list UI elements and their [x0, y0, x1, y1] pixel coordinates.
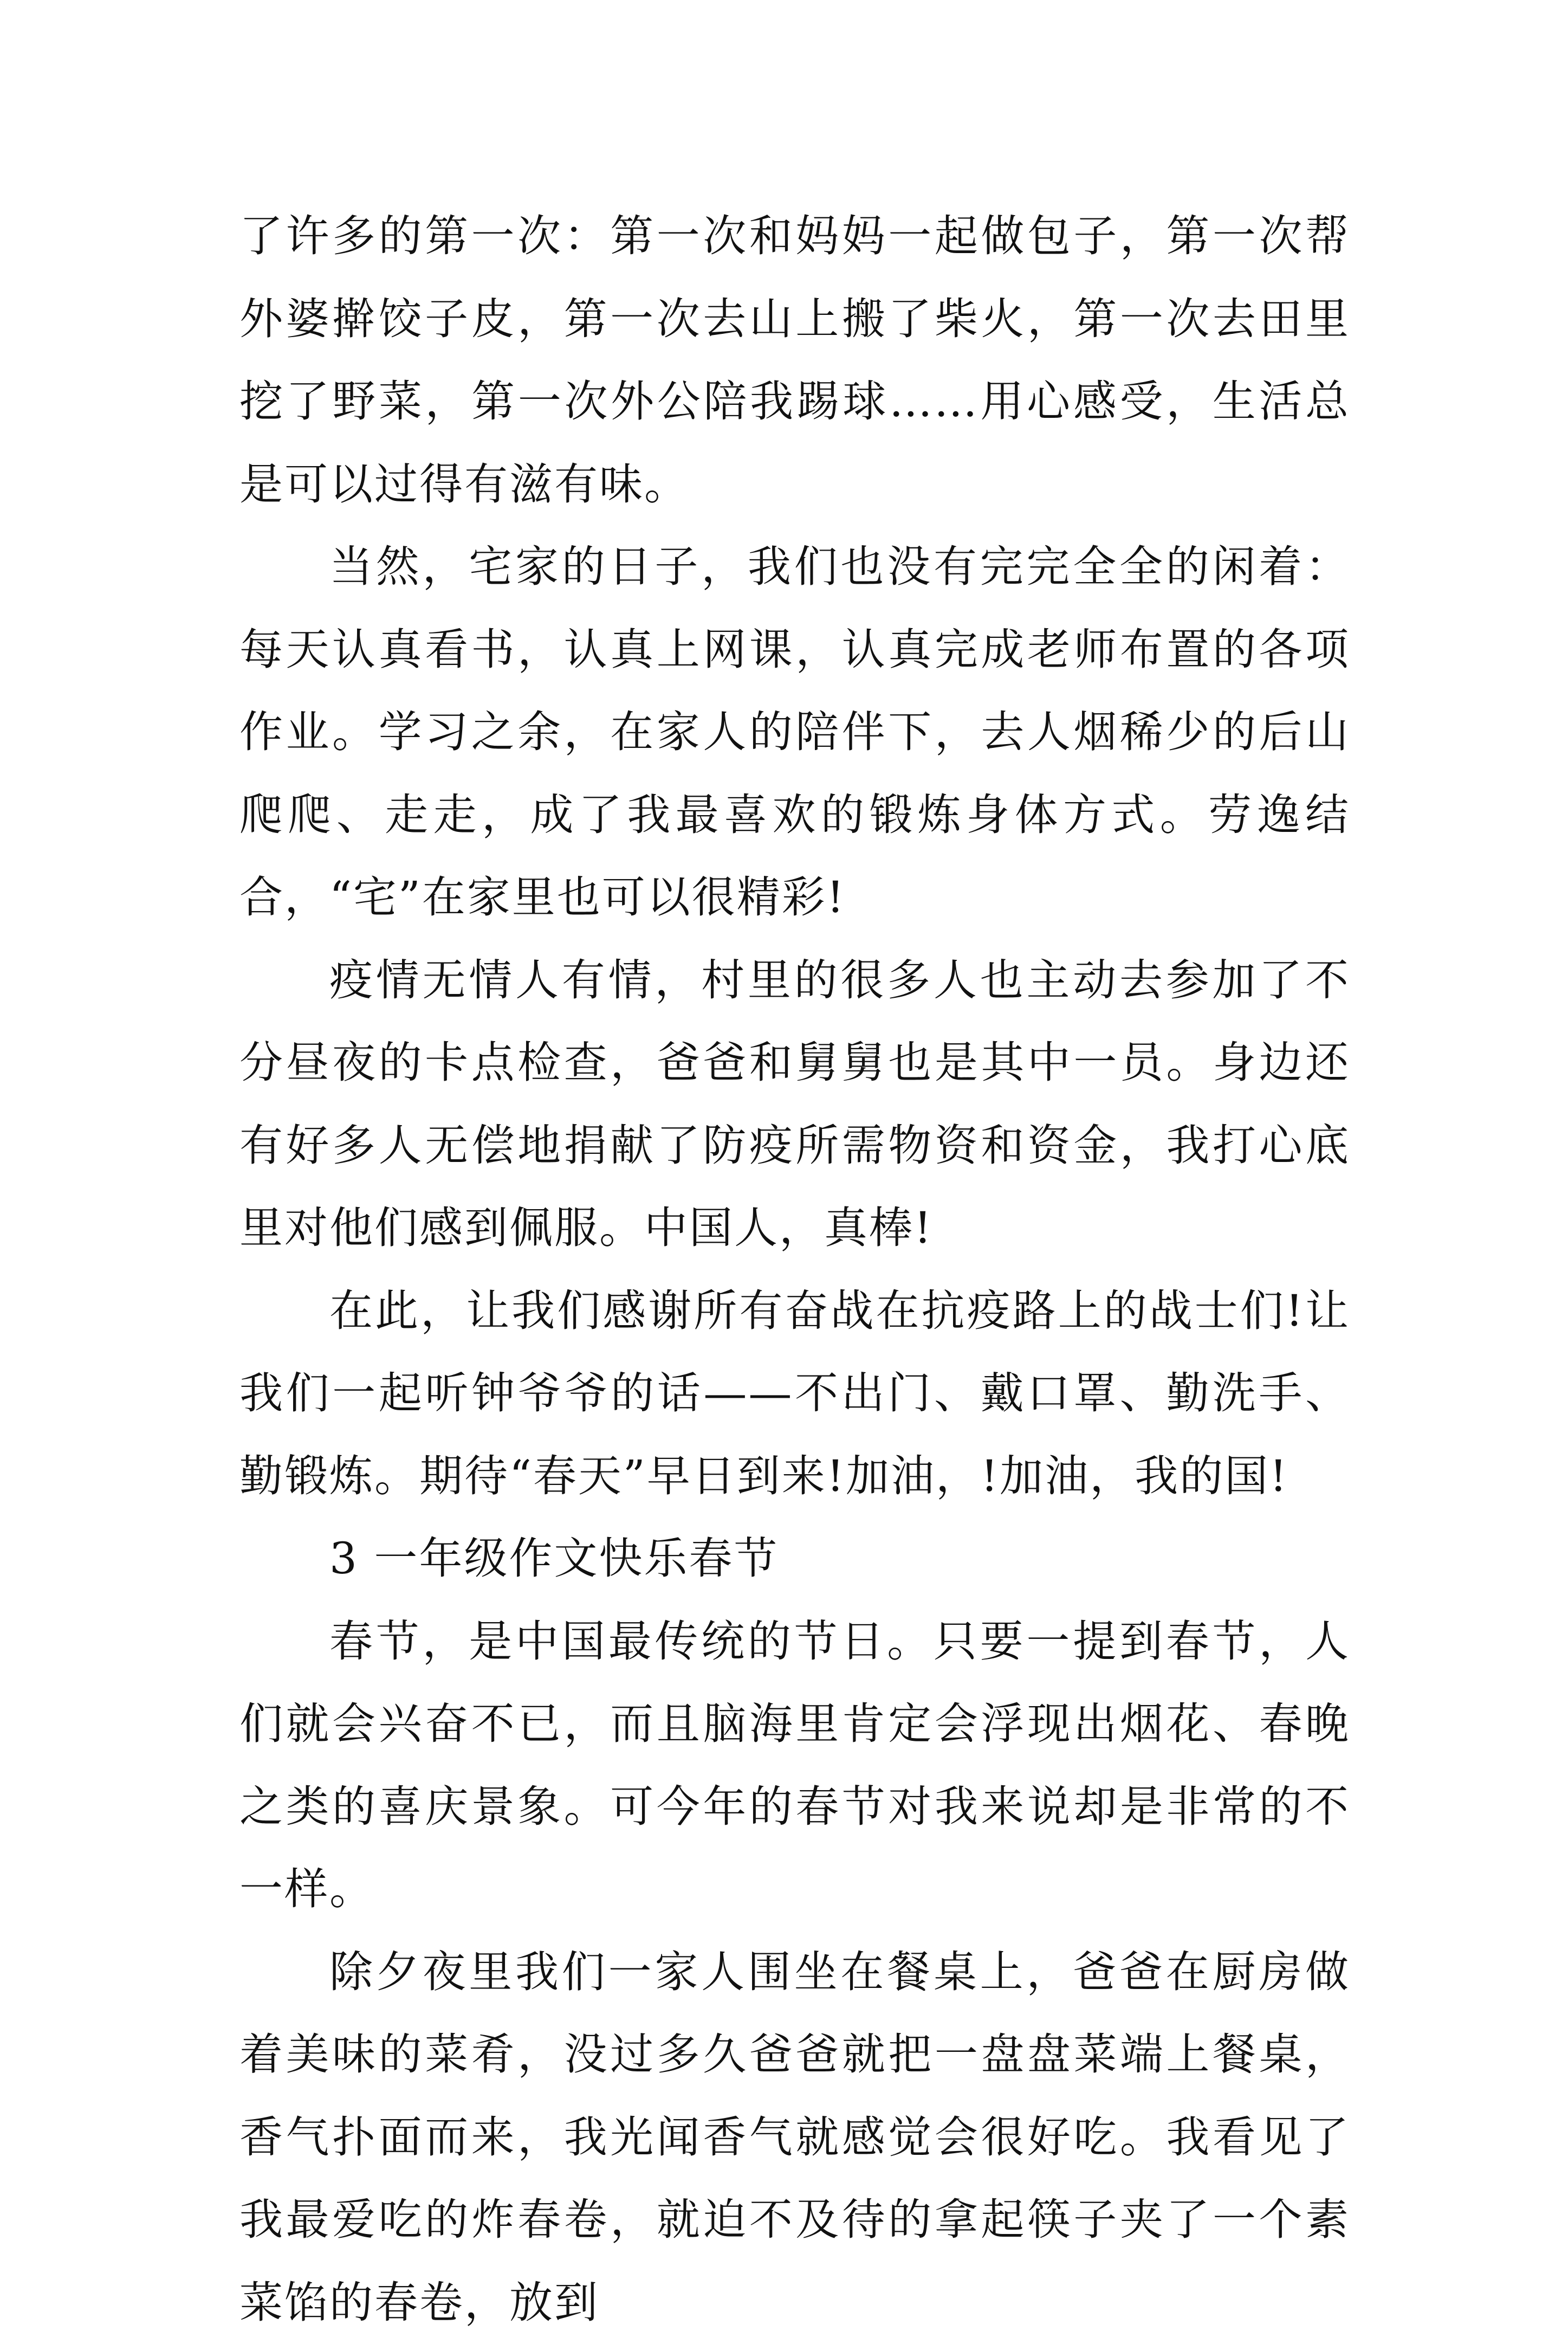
paragraph-spring-festival-intro: 春节，是中国最传统的节日。只要一提到春节，人们就会兴奋不已，而且脑海里肯定会浮现出烟花、春晚之类的喜庆景象。可今年的春节对我来说却是非常的不一样。	[239, 1600, 1350, 1931]
paragraph-home-life: 当然，宅家的日子，我们也没有完完全全的闲着：每天认真看书，认真上网课，认真完成老师布置的各项作业。学习之余，在家人的陪伴下，去人烟稀少的后山爬爬、走走，成了我最喜欢的锻炼身体方式。劳逸结合，“宅”在家里也可以很精彩!	[239, 526, 1350, 939]
paragraph-continuation: 了许多的第一次：第一次和妈妈一起做包子，第一次帮外婆擀饺子皮，第一次去山上搬了柴火，第一次去田里挖了野菜，第一次外公陪我踢球……用心感受，生活总是可以过得有滋有味。	[239, 195, 1350, 526]
paragraph-new-years-eve: 除夕夜里我们一家人围坐在餐桌上，爸爸在厨房做着美味的菜肴，没过多久爸爸就把一盘盘菜端上餐桌，香气扑面而来，我光闻香气就感觉会很好吃。我看见了我最爱吃的炸春卷，就迫不及待的拿起筷子夹了一个素菜馅的春卷，放到	[239, 1931, 1350, 2344]
paragraph-thanks: 在此，让我们感谢所有奋战在抗疫路上的战士们!让我们一起听钟爷爷的话——不出门、戴口罩、勤洗手、勤锻炼。期待“春天”早日到来!加油，!加油，我的国!	[239, 1270, 1350, 1518]
section-heading: 3 一年级作文快乐春节	[239, 1518, 1350, 1600]
paragraph-village-help: 疫情无情人有情，村里的很多人也主动去参加了不分昼夜的卡点检查，爸爸和舅舅也是其中一员。身边还有好多人无偿地捐献了防疫所需物资和资金，我打心底里对他们感到佩服。中国人，真棒!	[239, 939, 1350, 1270]
document-body	[239, 195, 1350, 2344]
